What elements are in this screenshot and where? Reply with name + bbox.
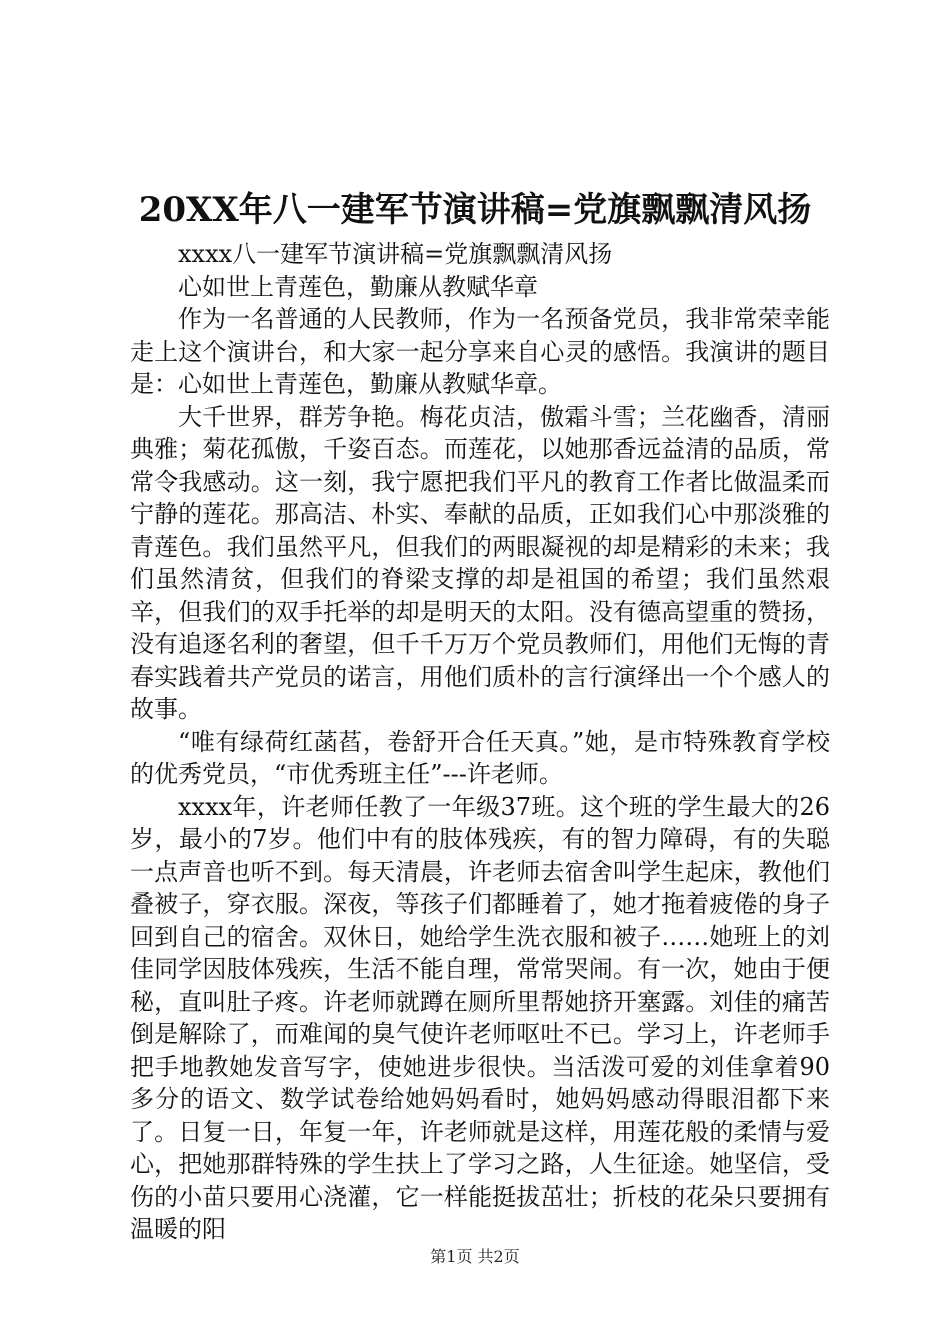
paragraph: “唯有绿荷红菡萏，卷舒开合任天真。”她，是市特殊教育学校的优秀党员，“市优秀班主任”---许老师。	[130, 727, 830, 788]
paragraph-theme: 心如世上青莲色，勤廉从教赋华章	[178, 272, 538, 301]
page-footer: 第1页 共2页	[430, 1247, 520, 1266]
document-title: 20XX年八一建军节演讲稿=党旗飘飘清风扬	[138, 190, 812, 230]
paragraph: 大千世界，群芳争艳。梅花贞洁，傲霜斗雪；兰花幽香，清丽典雅；菊花孤傲，千姿百态。而莲花，以她那香远益清的品质，常常令我感动。这一刻，我宁愿把我们平凡的教育工作者比做温柔而宁静的莲花。那高洁、朴实、奉献的品质，正如我们心中那淡雅的青莲色。我们虽然平凡，但我们的两眼凝视的却是精彩的未来；我们虽然清贫，但我们的脊梁支撑的却是祖国的希望；我们虽然艰辛，但我们的双手托举的却是明天的太阳。没有德高望重的赞扬，没有追逐名利的奢望，但千千万万个党员教师们，用他们无悔的青春实践着共产党员的诺言，用他们质朴的言行演绎出一个个感人的故事。	[130, 402, 830, 723]
paragraph: xxxx年，许老师任教了一年级37班。这个班的学生最大的26岁，最小的7岁。他们中有的肢体残疾，有的智力障碍，有的失聪一点声音也听不到。每天清晨，许老师去宿舍叫学生起床，教他们叠被子，穿衣服。深夜，等孩子们都睡着了，她才拖着疲倦的身子回到自己的宿舍。双休日，她给学生洗衣服和被子……她班上的刘佳同学因肢体残疾，生活不能自理，常常哭闹。有一次，她由于便秘，直叫肚子疼。许老师就蹲在厕所里帮她挤开塞露。刘佳的痛苦倒是解除了，而难闻的臭气使许老师呕吐不已。学习上，许老师手把手地教她发音写字，使她进步很快。当活泼可爱的刘佳拿着90多分的语文、数学试卷给她妈妈看时，她妈妈感动得眼泪都下来了。日复一日，年复一年，许老师就是这样，用莲花般的柔情与爱心，把她那群特殊的学生扶上了学习之路，人生征途。她坚信，受伤的小苗只要用心浇灌，它一样能挺拔茁壮；折枝的花朵只要拥有温暖的阳	[130, 792, 830, 1243]
paragraph-subtitle: xxxx八一建军节演讲稿=党旗飘飘清风扬	[178, 240, 613, 268]
paragraph: 作为一名普通的人民教师，作为一名预备党员，我非常荣幸能走上这个演讲台，和大家一起分享来自心灵的感悟。我演讲的题目是：心如世上青莲色，勤廉从教赋华章。	[130, 305, 830, 398]
document-body	[130, 238, 830, 1246]
